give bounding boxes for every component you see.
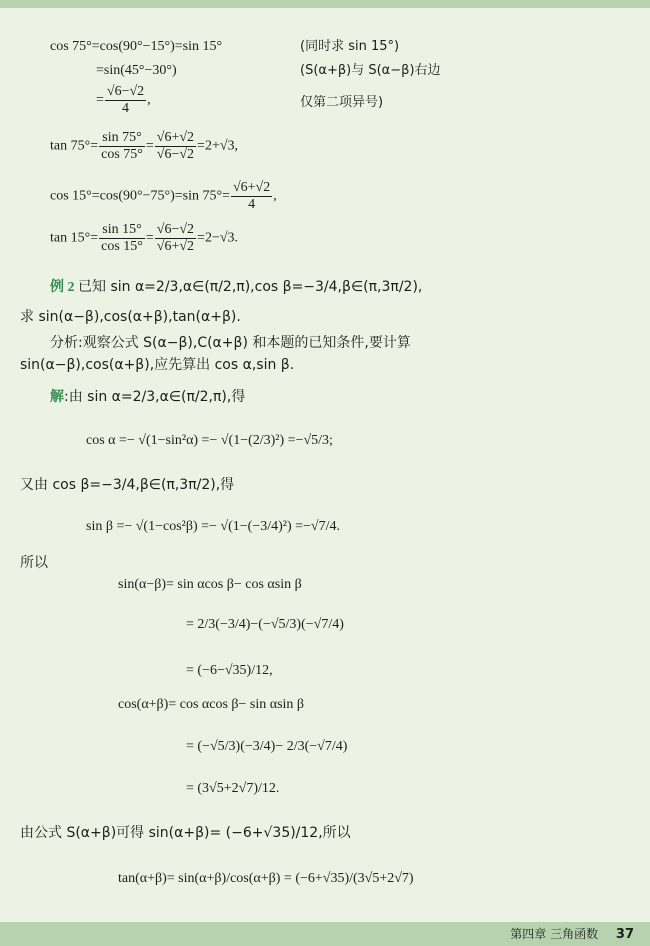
analysis-1: 分析:观察公式 S(α−β),C(α+β) 和本题的已知条件,要计算 [50,335,411,351]
so-label: 所以 [20,555,48,571]
note-3: 仅第二项异号) [300,95,384,110]
eq-tan-sum: tan(α+β)= sin(α+β)/cos(α+β) = (−6+√35)/(3√5+2√7) [118,871,414,886]
page-number: 37 [615,927,634,942]
solution-label: 解 [50,389,64,405]
solution-1: 解:由 sin α=2/3,α∈(π/2,π),得 [50,389,246,405]
eq-sin-diff-2: = 2/3(−3/4)−(−√5/3)(−√7/4) [186,617,344,632]
eq-sin-diff-3: = (−6−√35)/12, [186,663,273,678]
top-border [0,0,650,8]
eq-cos-sum-3: = (3√5+2√7)/12. [186,781,280,796]
note-1: (同时求 sin 15°) [300,39,400,54]
example-text: 已知 sin α=2/3,α∈(π/2,π),cos β=−3/4,β∈(π,3π/2), [78,279,423,295]
example-2 [50,278,422,297]
formula-text: 由公式 S(α+β)可得 sin(α+β)= (−6+√35)/12,所以 [20,825,351,841]
page-footer [0,922,650,946]
eq-sin-beta: sin β =− √(1−cos²β) =− √(1−(−3/4)²) =−√7/4. [86,519,341,534]
again-text: 又由 cos β=−3/4,β∈(π,3π/2),得 [20,477,235,493]
eq-sin45-30: =sin(45°−30°) [96,63,177,78]
eq-cos-alpha: cos α =− √(1−sin²α) =− √(1−(2/3)²) =−√5/3; [86,433,333,448]
analysis-2: sin(α−β),cos(α+β),应先算出 cos α,sin β. [20,357,295,373]
example-text-2: 求 sin(α−β),cos(α+β),tan(α+β). [20,309,241,325]
example-label: 例 2 [50,280,75,295]
eq-cos75-result: = $\frac{√6-√2}{4}$ , [96,84,151,116]
eq-sin-diff: sin(α−β)= sin αcos β− cos αsin β [118,577,302,592]
eq-cos15: cos 15°=cos(90°−75°)=sin 75°= $\frac{√6+√2}{4}$ , [50,180,277,212]
eq-tan75: tan 75°= $\frac{\sin 75^\circ}{\cos 75^\circ}$ = $\frac{√6+√2}{√6-√2}$ =2+√3, [50,130,239,162]
chapter-title: 第四章 三角函数 [510,927,599,941]
note-2: (S(α+β)与 S(α−β)右边 [300,63,441,78]
eq-cos75: cos 75°=cos(90°−15°)=sin 15° [50,39,223,54]
eq-cos-sum: cos(α+β)= cos αcos β− sin αsin β [118,697,305,712]
eq-tan15: tan 15°= $\frac{\sin 15^\circ}{\cos 15^\circ}$ = $\frac{√6-√2}{√6+√2}$ =2−√3. [50,222,239,254]
eq-cos-sum-2: = (−√5/3)(−3/4)− 2/3(−√7/4) [186,739,348,754]
